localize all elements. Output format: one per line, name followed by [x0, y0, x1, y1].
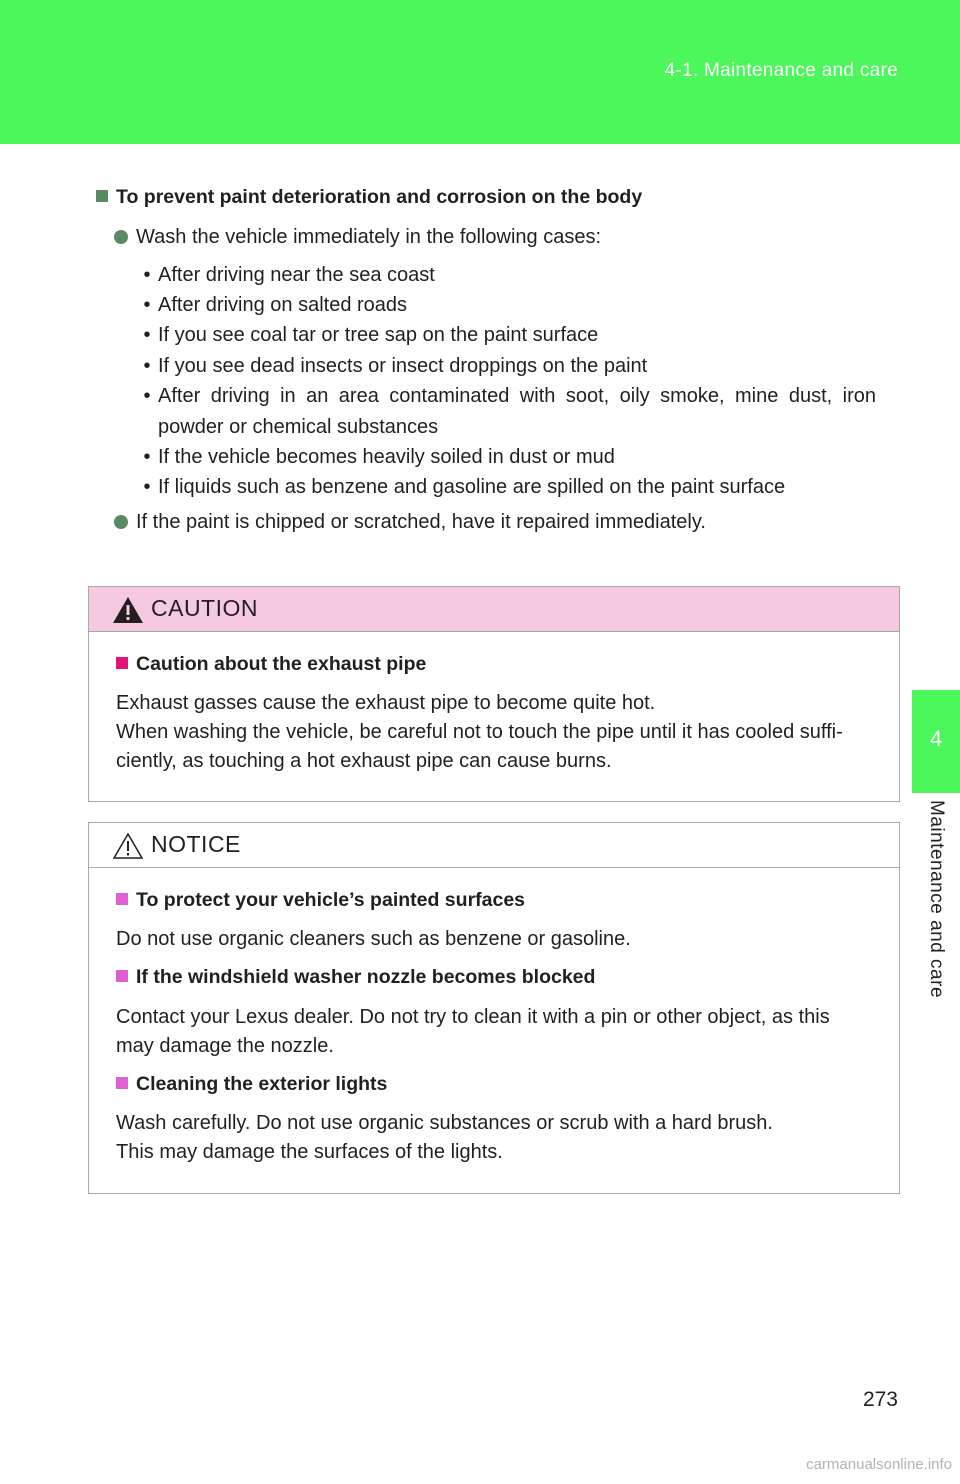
chapter-label-text: Maintenance and care [926, 800, 947, 999]
notice-header [89, 823, 899, 868]
notice-line: Wash carefully. Do not use organic substances or scrub with a hard brush. [116, 1112, 773, 1134]
notice-paragraph [116, 1109, 890, 1167]
notice-line: Do not use organic cleaners such as benzene or gasoline. [116, 928, 631, 950]
sub-item [136, 355, 876, 378]
caution-label: CAUTION [151, 595, 258, 621]
bullet-item [114, 226, 601, 249]
sub-item [136, 264, 876, 287]
sub-item [136, 385, 876, 408]
sub-item-text: After driving near the sea coast [158, 264, 435, 286]
caution-box [88, 586, 900, 802]
notice-heading [116, 1073, 387, 1096]
notice-label: NOTICE [151, 831, 241, 857]
square-bullet-icon [96, 190, 108, 202]
sub-item-text: If the vehicle becomes heavily soiled in dust or mud [158, 446, 615, 468]
middot-icon: • [143, 355, 151, 377]
sub-item-text: After driving on salted roads [158, 294, 408, 316]
sub-item [136, 446, 876, 469]
page-number: 273 [862, 1388, 898, 1411]
caution-line: ciently, as touching a hot exhaust pipe can cause burns. [116, 750, 612, 772]
notice-heading-text: To protect your vehicle’s painted surfaces [136, 889, 526, 911]
middot-icon: • [143, 294, 151, 316]
middot-icon: • [143, 446, 151, 468]
caution-line: Exhaust gasses cause the exhaust pipe to become quite hot. [116, 692, 656, 714]
chapter-number: 4 [929, 726, 943, 751]
round-bullet-icon [114, 230, 128, 244]
notice-line: This may damage the surfaces of the lights. [116, 1141, 503, 1163]
caution-paragraph [116, 689, 890, 776]
section-heading [96, 186, 642, 209]
bullet-item [114, 511, 706, 534]
notice-line: may damage the nozzle. [116, 1035, 334, 1057]
sub-item [136, 294, 876, 317]
sub-item [136, 476, 876, 499]
chapter-tab [912, 690, 960, 793]
caution-heading-text: Caution about the exhaust pipe [136, 653, 427, 675]
bullet-text: If the paint is chipped or scratched, have it repaired immediately. [136, 511, 706, 533]
notice-heading-text: Cleaning the exterior lights [136, 1073, 388, 1095]
notice-heading [116, 966, 595, 989]
square-bullet-icon [116, 893, 128, 905]
sub-item-text: If liquids such as benzene and gasoline are spilled on the paint surface [158, 476, 786, 498]
notice-box [88, 822, 900, 1194]
square-bullet-icon [116, 1077, 128, 1089]
sub-item-text: After driving in an area contaminated with soot, oily smoke, mine dust, iron [158, 385, 876, 407]
caution-header [89, 587, 899, 632]
caution-line: When washing the vehicle, be careful not to touch the pipe until it has cooled suffi- [116, 721, 843, 743]
section-heading-text: To prevent paint deterioration and corrosion on the body [116, 186, 643, 208]
notice-heading-text: If the windshield washer nozzle becomes blocked [136, 966, 596, 988]
section-title: 4-1. Maintenance and care [664, 60, 898, 81]
middot-icon: • [143, 476, 151, 498]
round-bullet-icon [114, 515, 128, 529]
watermark: carmanualsonline.info [806, 1456, 952, 1473]
sub-item-text: If you see coal tar or tree sap on the paint surface [158, 324, 599, 346]
middot-icon: • [143, 385, 151, 407]
notice-paragraph [116, 925, 890, 954]
bullet-text: Wash the vehicle immediately in the following cases: [136, 226, 602, 248]
caution-heading [116, 653, 426, 676]
middot-icon: • [143, 264, 151, 286]
sub-item-text: If you see dead insects or insect droppings on the paint [158, 355, 648, 377]
notice-heading [116, 889, 525, 912]
notice-line: Contact your Lexus dealer. Do not try to clean it with a pin or other object, as this [116, 1006, 830, 1028]
warning-triangle-icon [111, 831, 145, 866]
notice-paragraph [116, 1003, 890, 1061]
square-bullet-icon [116, 970, 128, 982]
square-bullet-icon [116, 657, 128, 669]
warning-triangle-icon [111, 595, 145, 630]
middot-icon: • [143, 324, 151, 346]
header-band [0, 0, 960, 144]
sub-item-continuation: powder or chemical substances [158, 416, 439, 438]
sub-item [136, 324, 876, 347]
